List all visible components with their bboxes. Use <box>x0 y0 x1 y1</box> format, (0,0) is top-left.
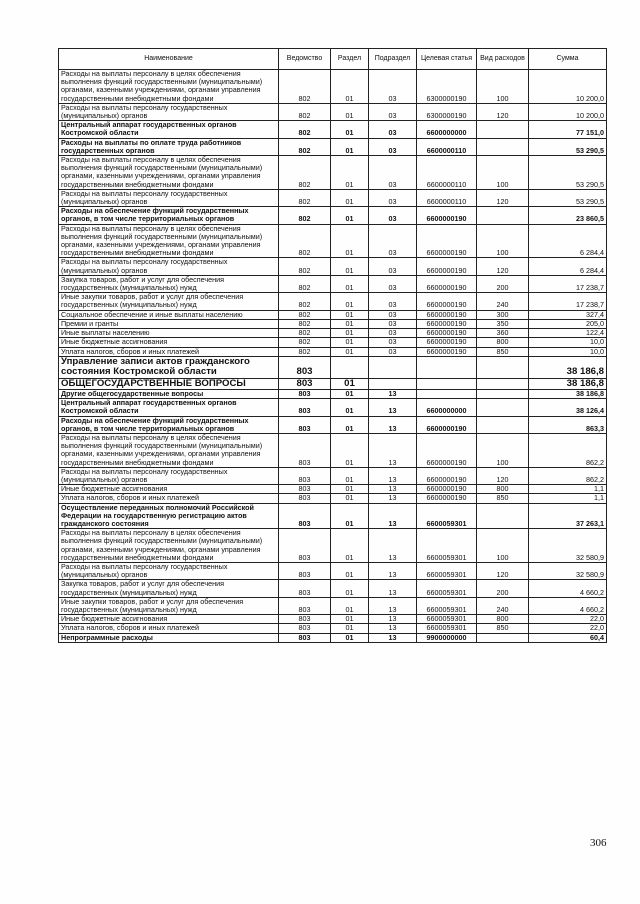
vid-cell: 850 <box>477 494 529 503</box>
podrazdel-cell: 13 <box>369 597 417 614</box>
row-name-cell: Центральный аппарат государственных органов Костромской области <box>59 399 279 416</box>
table-row <box>59 597 607 614</box>
statya-cell: 6600000190 <box>417 258 477 275</box>
summa-cell: 4 660,2 <box>529 597 607 614</box>
razdel-cell: 01 <box>331 433 369 467</box>
statya-cell: 6600000190 <box>417 338 477 347</box>
statya-cell: 6600000190 <box>417 207 477 224</box>
podrazdel-cell: 13 <box>369 615 417 624</box>
statya-cell <box>417 378 477 389</box>
ved-cell: 802 <box>279 319 331 328</box>
ved-cell: 803 <box>279 624 331 633</box>
row-name-cell: Расходы на выплаты персоналу в целях обеспечения выполнения функций государственными (муниципальными) органами, казенными учреждениями, органами управления государственными внебюджетными фондами <box>59 224 279 258</box>
ved-cell: 802 <box>279 224 331 258</box>
statya-cell: 6600000190 <box>417 467 477 484</box>
row-name-cell: Непрограммные расходы <box>59 633 279 642</box>
vid-cell <box>477 399 529 416</box>
table-row <box>59 529 607 563</box>
column-header: Сумма <box>529 49 607 70</box>
podrazdel-cell: 03 <box>369 189 417 206</box>
table-row <box>59 156 607 190</box>
ved-cell: 803 <box>279 597 331 614</box>
row-name-cell: Премии и гранты <box>59 319 279 328</box>
table-row <box>59 275 607 292</box>
row-name-cell: Расходы на обеспечение функций государственных органов, в том числе территориальных органов <box>59 416 279 433</box>
podrazdel-cell: 03 <box>369 224 417 258</box>
razdel-cell: 01 <box>331 633 369 642</box>
razdel-cell: 01 <box>331 485 369 494</box>
ved-cell: 802 <box>279 293 331 310</box>
vid-cell: 120 <box>477 467 529 484</box>
table-row <box>59 624 607 633</box>
summa-cell: 22,0 <box>529 615 607 624</box>
ved-cell: 802 <box>279 310 331 319</box>
table-row <box>59 378 607 389</box>
summa-cell: 23 860,5 <box>529 207 607 224</box>
ved-cell: 803 <box>279 416 331 433</box>
ved-cell: 803 <box>279 356 331 378</box>
razdel-cell: 01 <box>331 624 369 633</box>
ved-cell: 802 <box>279 347 331 356</box>
razdel-cell: 01 <box>331 121 369 138</box>
razdel-cell: 01 <box>331 293 369 310</box>
razdel-cell: 01 <box>331 494 369 503</box>
vid-cell <box>477 356 529 378</box>
razdel-cell: 01 <box>331 310 369 319</box>
table-row <box>59 399 607 416</box>
table-row <box>59 207 607 224</box>
statya-cell: 6600059301 <box>417 615 477 624</box>
statya-cell: 6600000190 <box>417 485 477 494</box>
column-header: Вид расходов <box>477 49 529 70</box>
row-name-cell: Иные закупки товаров, работ и услуг для обеспечения государственных (муниципальных) нужд <box>59 293 279 310</box>
vid-cell: 800 <box>477 338 529 347</box>
ved-cell: 802 <box>279 329 331 338</box>
table-body <box>59 70 607 643</box>
table-row <box>59 503 607 529</box>
table-row <box>59 103 607 120</box>
summa-cell: 32 580,9 <box>529 562 607 579</box>
summa-cell: 122,4 <box>529 329 607 338</box>
summa-cell: 10 200,0 <box>529 103 607 120</box>
podrazdel-cell: 13 <box>369 416 417 433</box>
table-row <box>59 310 607 319</box>
page-number: 306 <box>590 837 607 849</box>
razdel-cell: 01 <box>331 615 369 624</box>
table-row <box>59 633 607 642</box>
statya-cell: 6600000190 <box>417 416 477 433</box>
razdel-cell: 01 <box>331 189 369 206</box>
podrazdel-cell: 13 <box>369 633 417 642</box>
summa-cell: 38 186,8 <box>529 356 607 378</box>
podrazdel-cell: 03 <box>369 103 417 120</box>
vid-cell <box>477 207 529 224</box>
razdel-cell: 01 <box>331 258 369 275</box>
razdel-cell: 01 <box>331 319 369 328</box>
statya-cell: 6300000190 <box>417 103 477 120</box>
summa-cell: 17 238,7 <box>529 275 607 292</box>
vid-cell: 350 <box>477 319 529 328</box>
ved-cell: 802 <box>279 338 331 347</box>
statya-cell: 6600000190 <box>417 347 477 356</box>
row-name-cell: Другие общегосударственные вопросы <box>59 389 279 398</box>
razdel-cell: 01 <box>331 156 369 190</box>
razdel-cell: 01 <box>331 597 369 614</box>
statya-cell: 6600000190 <box>417 319 477 328</box>
podrazdel-cell: 03 <box>369 70 417 104</box>
ved-cell: 802 <box>279 121 331 138</box>
vid-cell: 850 <box>477 347 529 356</box>
podrazdel-cell: 13 <box>369 389 417 398</box>
row-name-cell: Социальное обеспечение и иные выплаты населению <box>59 310 279 319</box>
table-row <box>59 338 607 347</box>
row-name-cell: Центральный аппарат государственных органов Костромской области <box>59 121 279 138</box>
row-name-cell: Расходы на выплаты по оплате труда работников государственных органов <box>59 138 279 155</box>
razdel-cell: 01 <box>331 562 369 579</box>
vid-cell: 240 <box>477 293 529 310</box>
row-name-cell: Иные закупки товаров, работ и услуг для обеспечения государственных (муниципальных) нужд <box>59 597 279 614</box>
podrazdel-cell <box>369 356 417 378</box>
ved-cell: 802 <box>279 70 331 104</box>
row-name-cell: Уплата налогов, сборов и иных платежей <box>59 494 279 503</box>
ved-cell: 803 <box>279 433 331 467</box>
column-header: Наименование <box>59 49 279 70</box>
podrazdel-cell: 03 <box>369 121 417 138</box>
statya-cell: 6600000190 <box>417 293 477 310</box>
summa-cell: 38 126,4 <box>529 399 607 416</box>
ved-cell: 803 <box>279 562 331 579</box>
razdel-cell: 01 <box>331 347 369 356</box>
summa-cell: 38 186,8 <box>529 389 607 398</box>
table-row <box>59 347 607 356</box>
vid-cell: 100 <box>477 433 529 467</box>
row-name-cell: Расходы на выплаты персоналу государственных (муниципальных) органов <box>59 189 279 206</box>
ved-cell: 803 <box>279 494 331 503</box>
budget-table <box>58 48 607 643</box>
podrazdel-cell: 13 <box>369 562 417 579</box>
podrazdel-cell: 03 <box>369 138 417 155</box>
podrazdel-cell: 03 <box>369 347 417 356</box>
vid-cell <box>477 378 529 389</box>
razdel-cell: 01 <box>331 399 369 416</box>
column-header: Подраздел <box>369 49 417 70</box>
table-row <box>59 416 607 433</box>
podrazdel-cell: 13 <box>369 580 417 597</box>
vid-cell: 100 <box>477 529 529 563</box>
podrazdel-cell: 13 <box>369 485 417 494</box>
podrazdel-cell: 13 <box>369 467 417 484</box>
vid-cell: 100 <box>477 156 529 190</box>
summa-cell: 53 290,5 <box>529 189 607 206</box>
vid-cell: 120 <box>477 562 529 579</box>
row-name-cell: Расходы на выплаты персоналу государственных (муниципальных) органов <box>59 467 279 484</box>
summa-cell: 862,2 <box>529 467 607 484</box>
row-name-cell: Уплата налогов, сборов и иных платежей <box>59 347 279 356</box>
vid-cell: 120 <box>477 103 529 120</box>
statya-cell: 6600000190 <box>417 310 477 319</box>
vid-cell <box>477 138 529 155</box>
statya-cell <box>417 389 477 398</box>
ved-cell: 803 <box>279 389 331 398</box>
vid-cell: 120 <box>477 258 529 275</box>
podrazdel-cell: 03 <box>369 207 417 224</box>
summa-cell: 1,1 <box>529 485 607 494</box>
vid-cell: 200 <box>477 275 529 292</box>
row-name-cell: Расходы на выплаты персоналу государственных (муниципальных) органов <box>59 258 279 275</box>
table-row <box>59 138 607 155</box>
ved-cell: 803 <box>279 399 331 416</box>
ved-cell: 802 <box>279 207 331 224</box>
summa-cell: 17 238,7 <box>529 293 607 310</box>
row-name-cell: Иные выплаты населению <box>59 329 279 338</box>
row-name-cell: Иные бюджетные ассигнования <box>59 338 279 347</box>
podrazdel-cell: 13 <box>369 529 417 563</box>
vid-cell: 240 <box>477 597 529 614</box>
row-name-cell: Расходы на выплаты персоналу в целях обеспечения выполнения функций государственными (муниципальными) органами, казенными учреждениями, органами управления государственными внебюджетными фондами <box>59 433 279 467</box>
row-name-cell: Расходы на обеспечение функций государственных органов, в том числе территориальных органов <box>59 207 279 224</box>
summa-cell: 77 151,0 <box>529 121 607 138</box>
vid-cell: 100 <box>477 224 529 258</box>
razdel-cell: 01 <box>331 580 369 597</box>
row-name-cell: Управление записи актов гражданского состояния Костромской области <box>59 356 279 378</box>
vid-cell <box>477 389 529 398</box>
vid-cell <box>477 633 529 642</box>
statya-cell: 6600000190 <box>417 494 477 503</box>
podrazdel-cell: 03 <box>369 319 417 328</box>
vid-cell: 360 <box>477 329 529 338</box>
statya-cell: 6600059301 <box>417 624 477 633</box>
row-name-cell: Расходы на выплаты персоналу в целях обеспечения выполнения функций государственными (муниципальными) органами, казенными учреждениями, органами управления государственными внебюджетными фондами <box>59 156 279 190</box>
statya-cell: 6600059301 <box>417 562 477 579</box>
razdel-cell: 01 <box>331 416 369 433</box>
column-header: Ведомство <box>279 49 331 70</box>
ved-cell: 802 <box>279 258 331 275</box>
ved-cell: 803 <box>279 580 331 597</box>
statya-cell: 6600000110 <box>417 156 477 190</box>
podrazdel-cell: 13 <box>369 433 417 467</box>
statya-cell: 6600000190 <box>417 433 477 467</box>
summa-cell: 6 284,4 <box>529 258 607 275</box>
row-name-cell: Расходы на выплаты персоналу в целях обеспечения выполнения функций государственными (муниципальными) органами, казенными учреждениями, органами управления государственными внебюджетными фондами <box>59 70 279 104</box>
statya-cell: 6600000190 <box>417 224 477 258</box>
summa-cell: 1,1 <box>529 494 607 503</box>
table-row <box>59 224 607 258</box>
podrazdel-cell: 03 <box>369 156 417 190</box>
ved-cell: 803 <box>279 485 331 494</box>
razdel-cell: 01 <box>331 329 369 338</box>
statya-cell: 6600059301 <box>417 503 477 529</box>
razdel-cell: 01 <box>331 389 369 398</box>
row-name-cell: Закупка товаров, работ и услуг для обеспечения государственных (муниципальных) нужд <box>59 580 279 597</box>
row-name-cell: Иные бюджетные ассигнования <box>59 485 279 494</box>
podrazdel-cell: 03 <box>369 329 417 338</box>
summa-cell: 37 263,1 <box>529 503 607 529</box>
razdel-cell: 01 <box>331 275 369 292</box>
table-row <box>59 121 607 138</box>
vid-cell <box>477 416 529 433</box>
statya-cell <box>417 356 477 378</box>
column-header: Раздел <box>331 49 369 70</box>
podrazdel-cell: 03 <box>369 338 417 347</box>
ved-cell: 803 <box>279 529 331 563</box>
ved-cell: 802 <box>279 103 331 120</box>
ved-cell: 803 <box>279 503 331 529</box>
vid-cell: 800 <box>477 615 529 624</box>
vid-cell: 850 <box>477 624 529 633</box>
statya-cell: 6600059301 <box>417 529 477 563</box>
table-row <box>59 467 607 484</box>
summa-cell: 4 660,2 <box>529 580 607 597</box>
row-name-cell: ОБЩЕГОСУДАРСТВЕННЫЕ ВОПРОСЫ <box>59 378 279 389</box>
summa-cell: 205,0 <box>529 319 607 328</box>
summa-cell: 53 290,5 <box>529 156 607 190</box>
summa-cell: 10 200,0 <box>529 70 607 104</box>
row-name-cell: Иные бюджетные ассигнования <box>59 615 279 624</box>
table-row <box>59 562 607 579</box>
summa-cell: 327,4 <box>529 310 607 319</box>
podrazdel-cell: 13 <box>369 399 417 416</box>
razdel-cell: 01 <box>331 224 369 258</box>
podrazdel-cell: 03 <box>369 293 417 310</box>
statya-cell: 6600000190 <box>417 275 477 292</box>
table-row <box>59 258 607 275</box>
row-name-cell: Закупка товаров, работ и услуг для обеспечения государственных (муниципальных) нужд <box>59 275 279 292</box>
summa-cell: 862,2 <box>529 433 607 467</box>
podrazdel-cell: 13 <box>369 624 417 633</box>
ved-cell: 803 <box>279 633 331 642</box>
table-row <box>59 433 607 467</box>
podrazdel-cell: 13 <box>369 494 417 503</box>
podrazdel-cell <box>369 378 417 389</box>
row-name-cell: Осуществление переданных полномочий Российской Федерации на государственную регистрацию актов гражданского состояния <box>59 503 279 529</box>
statya-cell: 6600000110 <box>417 189 477 206</box>
razdel-cell: 01 <box>331 338 369 347</box>
statya-cell: 6600000000 <box>417 121 477 138</box>
statya-cell: 6600000190 <box>417 329 477 338</box>
table-row <box>59 70 607 104</box>
row-name-cell: Расходы на выплаты персоналу государственных (муниципальных) органов <box>59 103 279 120</box>
ved-cell: 802 <box>279 275 331 292</box>
vid-cell: 300 <box>477 310 529 319</box>
table-row <box>59 580 607 597</box>
summa-cell: 38 186,8 <box>529 378 607 389</box>
razdel-cell: 01 <box>331 529 369 563</box>
razdel-cell: 01 <box>331 207 369 224</box>
row-name-cell: Расходы на выплаты персоналу государственных (муниципальных) органов <box>59 562 279 579</box>
razdel-cell <box>331 356 369 378</box>
statya-cell: 6600000110 <box>417 138 477 155</box>
razdel-cell: 01 <box>331 70 369 104</box>
razdel-cell: 01 <box>331 503 369 529</box>
summa-cell: 10,0 <box>529 347 607 356</box>
table-row <box>59 293 607 310</box>
razdel-cell: 01 <box>331 378 369 389</box>
table-row <box>59 494 607 503</box>
razdel-cell: 01 <box>331 138 369 155</box>
vid-cell: 120 <box>477 189 529 206</box>
column-header: Целевая статья <box>417 49 477 70</box>
statya-cell: 9900000000 <box>417 633 477 642</box>
table-row <box>59 189 607 206</box>
vid-cell: 100 <box>477 70 529 104</box>
podrazdel-cell: 03 <box>369 258 417 275</box>
ved-cell: 803 <box>279 467 331 484</box>
summa-cell: 32 580,9 <box>529 529 607 563</box>
podrazdel-cell: 03 <box>369 310 417 319</box>
statya-cell: 6600059301 <box>417 597 477 614</box>
vid-cell: 800 <box>477 485 529 494</box>
ved-cell: 803 <box>279 615 331 624</box>
table-row <box>59 356 607 378</box>
summa-cell: 53 290,5 <box>529 138 607 155</box>
summa-cell: 22,0 <box>529 624 607 633</box>
vid-cell: 200 <box>477 580 529 597</box>
ved-cell: 802 <box>279 156 331 190</box>
ved-cell: 803 <box>279 378 331 389</box>
row-name-cell: Уплата налогов, сборов и иных платежей <box>59 624 279 633</box>
podrazdel-cell: 03 <box>369 275 417 292</box>
podrazdel-cell: 13 <box>369 503 417 529</box>
summa-cell: 60,4 <box>529 633 607 642</box>
summa-cell: 10,0 <box>529 338 607 347</box>
statya-cell: 6600059301 <box>417 580 477 597</box>
razdel-cell: 01 <box>331 467 369 484</box>
table-header-row <box>59 49 607 70</box>
ved-cell: 802 <box>279 189 331 206</box>
ved-cell: 802 <box>279 138 331 155</box>
razdel-cell: 01 <box>331 103 369 120</box>
vid-cell <box>477 503 529 529</box>
statya-cell: 6300000190 <box>417 70 477 104</box>
statya-cell: 6600000000 <box>417 399 477 416</box>
vid-cell <box>477 121 529 138</box>
summa-cell: 863,3 <box>529 416 607 433</box>
summa-cell: 6 284,4 <box>529 224 607 258</box>
row-name-cell: Расходы на выплаты персоналу в целях обеспечения выполнения функций государственными (муниципальными) органами, казенными учреждениями, органами управления государственными внебюджетными фондами <box>59 529 279 563</box>
